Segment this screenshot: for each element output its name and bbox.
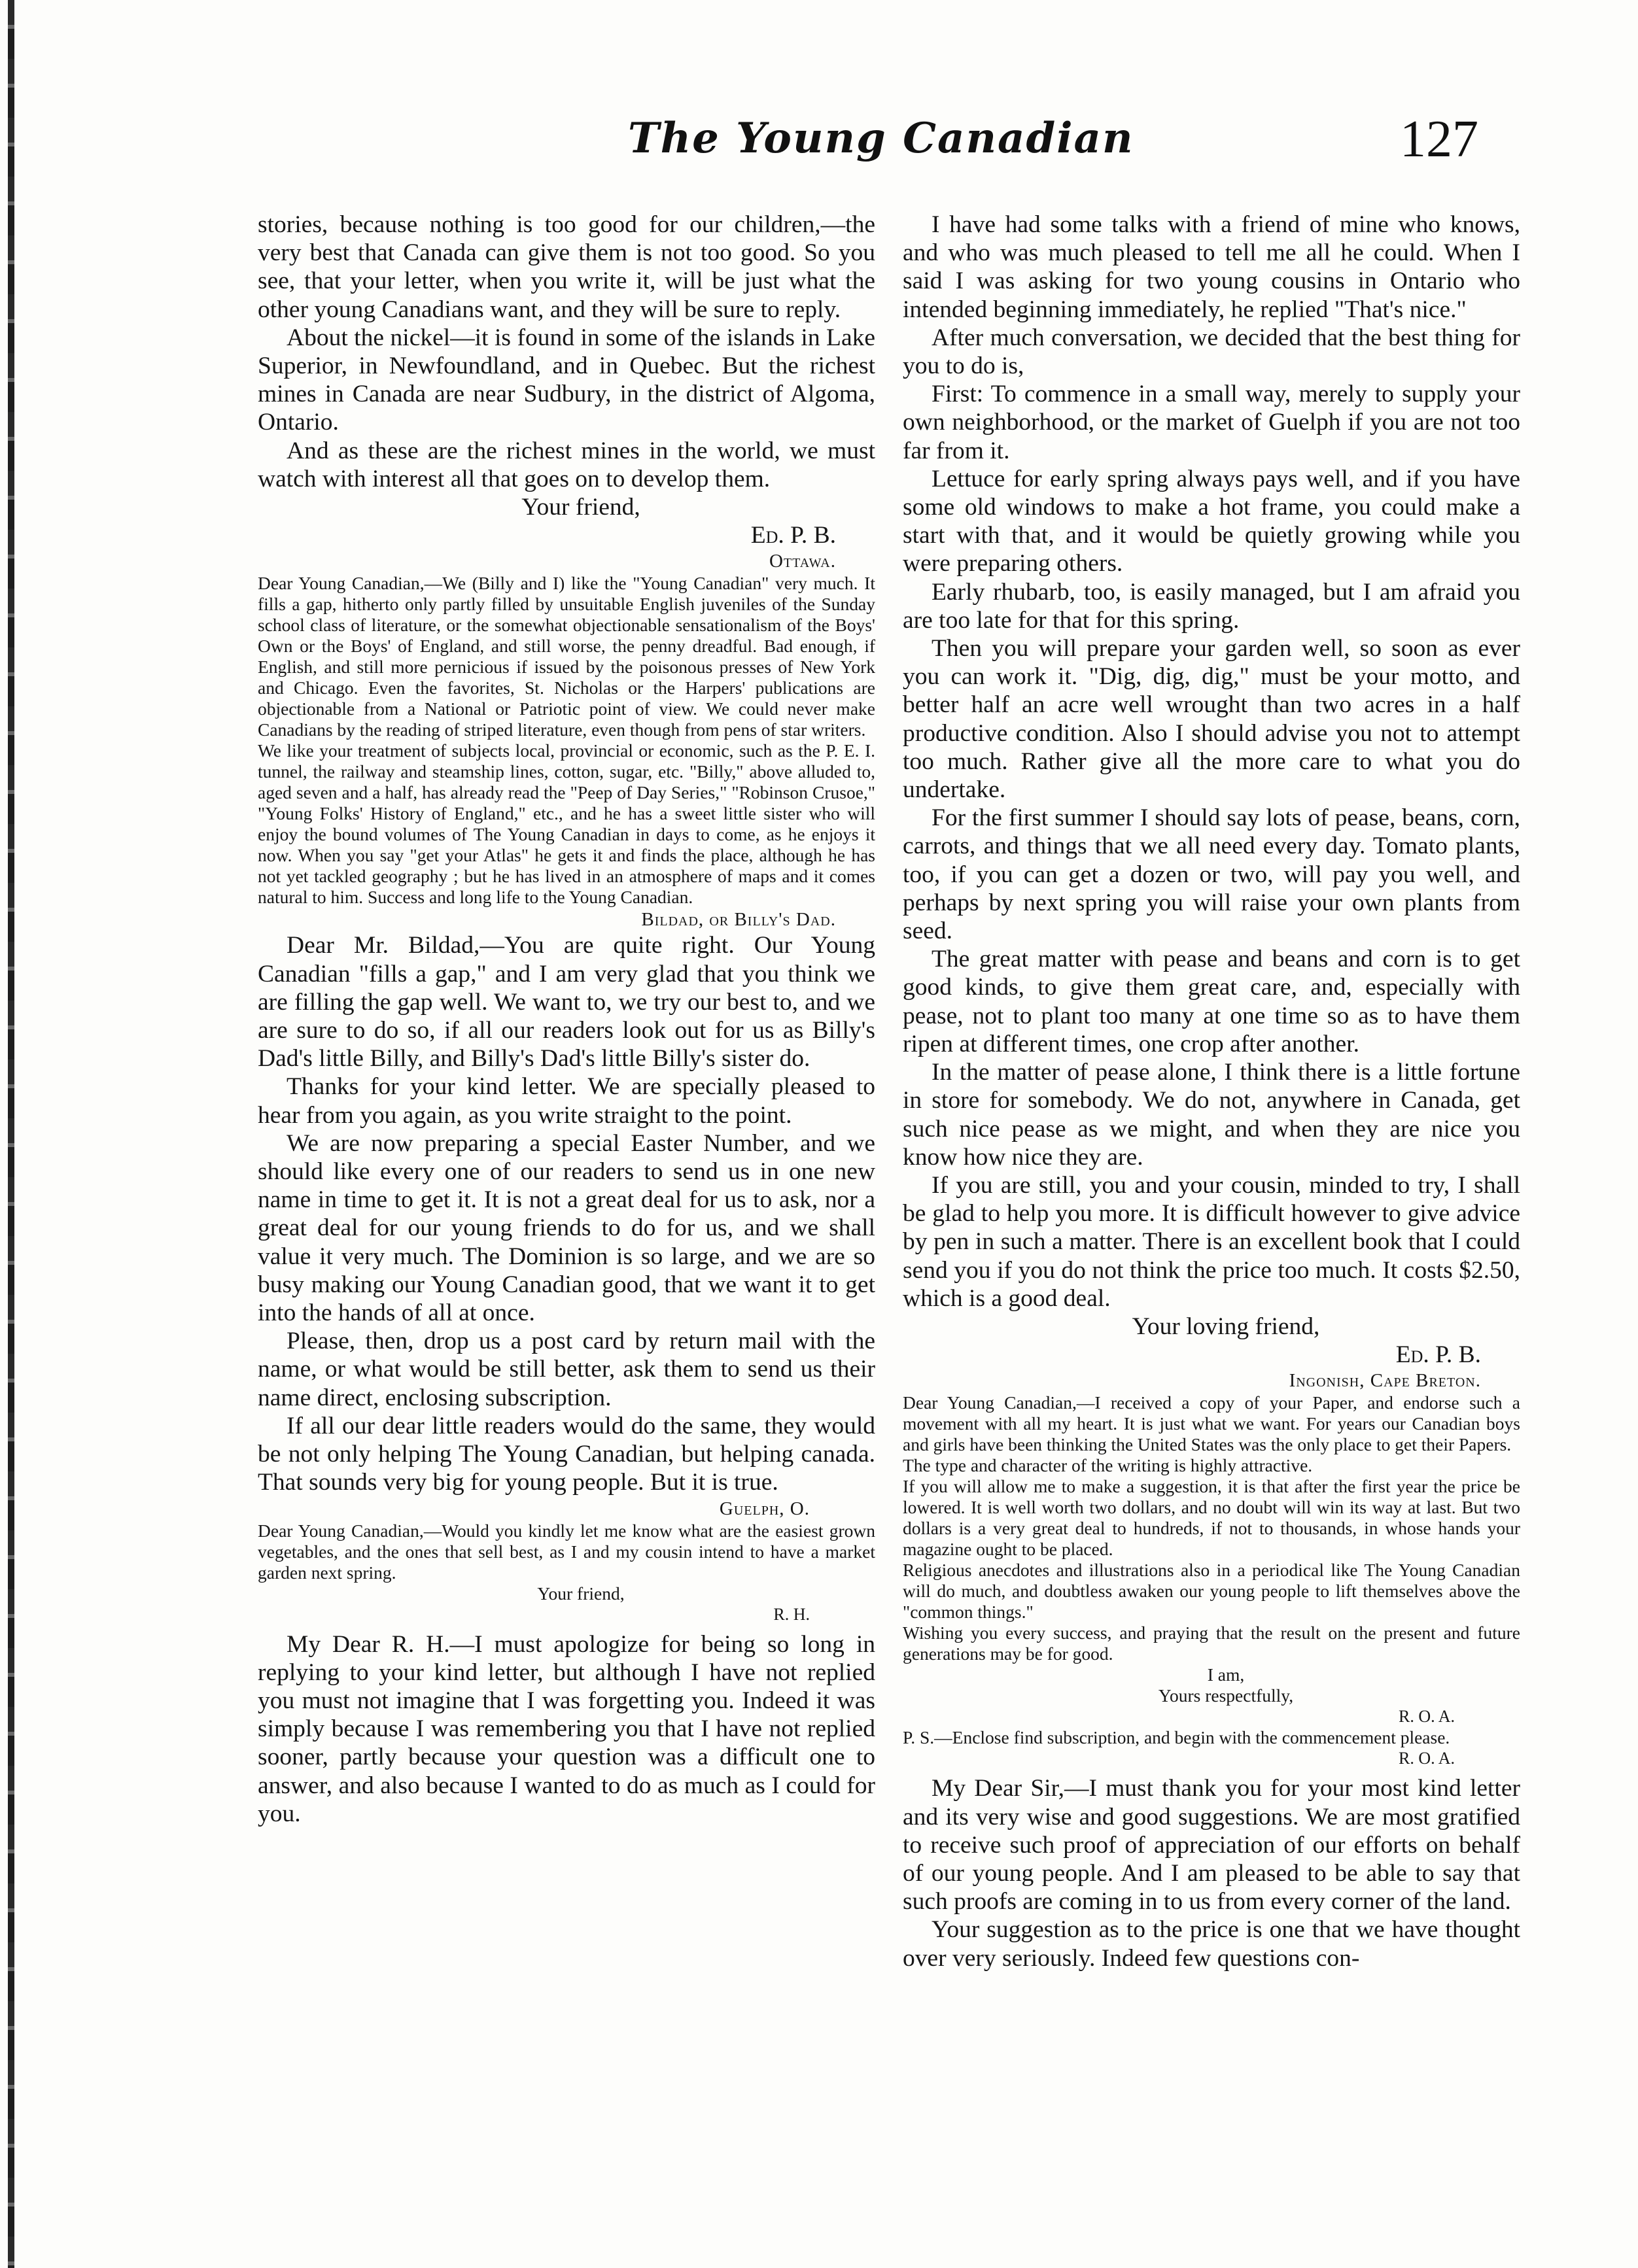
place-heading: Ingonish, Cape Breton. bbox=[1289, 1370, 1481, 1392]
signature: R. O. A. bbox=[1399, 1749, 1455, 1768]
paragraph: The great matter with pease and beans and corn is to get good kinds, to give them great care, and, especially with pease, not to plant too many at one time so as to have them ripen at different times, one crop after another. bbox=[903, 946, 1520, 1057]
left-column bbox=[258, 211, 875, 1828]
letter-closing: Yours respectfully, bbox=[1158, 1685, 1294, 1706]
reader-letter: The type and character of the writing is highly attractive. bbox=[903, 1455, 1313, 1476]
paragraph: In the matter of pease alone, I think there is a little fortune in store for somebody. We do not, anywhere in Canada, get such nice pease as we might, and when they are nice you know how nice they are. bbox=[903, 1059, 1520, 1171]
paragraph: About the nickel—it is found in some of the islands in Lake Superior, in Newfoundland, and in Quebec. But the richest mines in Canada are near Sudbury, in the district of Algoma, Ontario. bbox=[258, 324, 875, 436]
place-heading: Ottawa. bbox=[769, 551, 836, 572]
paragraph: Early rhubarb, too, is easily managed, but I am afraid you are too late for that for this spring. bbox=[903, 578, 1520, 634]
paragraph: First: To commence in a small way, merely to supply your own neighborhood, or the market of Guelph if you are not too far from it. bbox=[903, 381, 1520, 464]
letter-closing: Your friend, bbox=[537, 1583, 625, 1604]
paragraph: If all our dear little readers would do the same, they would be not only helping The Young Canadian, but helping canada. That sounds very big for young people. But it is true. bbox=[258, 1412, 875, 1496]
postscript: P. S.—Enclose find subscription, and begin with the commencement please. bbox=[903, 1727, 1450, 1748]
place-heading: Guelph, O. bbox=[719, 1498, 810, 1519]
reader-letter: Dear Young Canadian,—We (Billy and I) like the "Young Canadian" very much. It fills a gap, hitherto only partly filled by unsuitable English juveniles of the Sunday school class of literature, or the somewhat objectionable sensationalism of the Boys' Own or the Boys' of England, and still worse, the penny dreadful. Bad enough, if English, and still more pernicious if issued by the poisonous presses of New York and Chicago. Even the favorites, St. Nicholas or the Harpers' publications are objectionable from a National or Patriotic point of view. We could never make Canadians by the reading of striped literature, even though from pens of star writers. bbox=[258, 573, 875, 740]
signature: Ed. P. B. bbox=[1395, 1341, 1481, 1369]
page-number: 127 bbox=[1400, 111, 1478, 168]
paragraph: For the first summer I should say lots of pease, beans, corn, carrots, and things that we all need every day. Tomato plants, too, if you can get a dozen or two, will pay you well, and perhaps by next spring you will raise your own plants from seed. bbox=[903, 804, 1520, 945]
paragraph: My Dear R. H.—I must apologize for being so long in replying to your kind letter, but although I have not replied you must not imagine that I was forgetting you. Indeed it was simply because I was remembering you that I have not replied sooner, partly because your question was a difficult one to answer, and also because I wanted to do as much as I could for you. bbox=[258, 1630, 875, 1827]
paragraph: My Dear Sir,—I must thank you for your most kind letter and its very wise and good suggestions. We are most gratified to receive such proof of appreciation of our efforts on behalf of our young people. And I am pleased to be able to say that such proofs are coming in to us from every corner of the land. bbox=[903, 1775, 1520, 1916]
paragraph: If you are still, you and your cousin, minded to try, I shall be glad to help you more. It is difficult however to give advice by pen in such a matter. There is an excellent book that I could send you if you do not think the price too much. It costs $2.50, which is a good deal. bbox=[903, 1171, 1520, 1312]
signature: R. H. bbox=[773, 1604, 810, 1624]
letter-closing: Your friend, bbox=[521, 494, 640, 521]
reader-letter: Wishing you every success, and praying that the result on the present and future generations may be for good. bbox=[903, 1623, 1520, 1664]
paragraph: And as these are the richest mines in the world, we must watch with interest all that goes on to develop them. bbox=[258, 437, 875, 492]
paragraph: Then you will prepare your garden well, so soon as ever you can work it. "Dig, dig, dig," must be your motto, and better half an acre well wrought than two acres in a half productive condition. Also I should advise you not to attempt too much. Rather give all the more care to what you do undertake. bbox=[903, 635, 1520, 804]
paragraph: Your suggestion as to the price is one that we have thought over very seriously. Indeed few questions con- bbox=[903, 1916, 1520, 1972]
paragraph: After much conversation, we decided that the best thing for you to do is, bbox=[903, 324, 1520, 380]
paragraph: stories, because nothing is too good for our children,—the very best that Canada can give them is not too good. So you see, that your letter, when you write it, will be just what the other young Canadians want, and they will be sure to reply. bbox=[258, 211, 875, 323]
page-binding-edge bbox=[8, 0, 14, 2268]
paragraph: I have had some talks with a friend of mine who knows, and who was much pleased to tell me all he could. When I said I was asking for two young cousins in Ontario who intended beginning immediately, he replied "That's nice." bbox=[903, 211, 1520, 323]
signature: R. O. A. bbox=[1399, 1707, 1455, 1727]
right-column bbox=[903, 211, 1520, 1972]
paragraph: We are now preparing a special Easter Number, and we should like every one of our readers to send us in one new name in time to get it. It is not a great deal for us to ask, nor a great deal for our young friends to do for us, and we shall value it very much. The Dominion is so large, and we are so busy making our Young Canadian good, that we want it to get into the hands of all at once. bbox=[258, 1129, 875, 1327]
letter-closing: I am, bbox=[1207, 1664, 1245, 1685]
paragraph: Dear Mr. Bildad,—You are quite right. Our Young Canadian "fills a gap," and I am very glad that you think we are filling the gap well. We want to, we try our best to, and we are sure to do so, if all our readers look out for us as Billy's Dad's little Billy, and Billy's Dad's little Billy's sister do. bbox=[258, 932, 875, 1073]
reader-letter: Dear Young Canadian,—I received a copy of your Paper, and endorse such a movement with all my heart. It is just what we want. For years our Canadian boys and girls have been thinking the United States was the only place to get their Papers. bbox=[903, 1392, 1520, 1455]
paragraph: Thanks for your kind letter. We are specially pleased to hear from you again, as you write straight to the point. bbox=[258, 1073, 875, 1129]
signature: Bildad, or Billy's Dad. bbox=[641, 909, 836, 931]
paragraph: Lettuce for early spring always pays well, and if you have some old windows to make a hot frame, you could make a start with that, and it would be quietly growing while you were preparing others. bbox=[903, 465, 1520, 577]
reader-letter: Religious anecdotes and illustrations also in a periodical like The Young Canadian will do much, and doubtless awaken our young people to lift themselves above the "common things." bbox=[903, 1560, 1520, 1623]
reader-letter: If you will allow me to make a suggestion, it is that after the first year the price be lowered. It is well worth two dollars, and no doubt will win its way at last. But two dollars is a very great deal to hundreds, if not to thousands, in whose hands your magazine ought to be placed. bbox=[903, 1476, 1520, 1560]
reader-letter: We like your treatment of subjects local, provincial or economic, such as the P. E. I. tunnel, the railway and steamship lines, cotton, sugar, etc. "Billy," above alluded to, aged seven and a half, has already read the "Peep of Day Series," "Robinson Crusoe," "Young Folks' History of England," etc., and he has a sweet little sister who will enjoy the bound volumes of The Young Canadian in days to come, as he enjoys it now. When you say "get your Atlas" he gets it and finds the place, although he has not yet tackled geography ; but he has lived in an atmosphere of maps and it comes natural to him. Success and long life to the Young Canadian. bbox=[258, 740, 875, 908]
signature: Ed. P. B. bbox=[750, 522, 836, 549]
reader-letter: Dear Young Canadian,—Would you kindly let me know what are the easiest grown vegetables, and the ones that sell best, as I and my cousin intend to have a market garden next spring. bbox=[258, 1520, 875, 1583]
page-header bbox=[628, 110, 1478, 188]
letter-closing: Your loving friend, bbox=[1132, 1313, 1320, 1340]
running-title: The Young Canadian bbox=[628, 114, 1134, 163]
paragraph: Please, then, drop us a post card by return mail with the name, or what would be still better, ask them to send us their name direct, enclosing subscription. bbox=[258, 1328, 875, 1411]
